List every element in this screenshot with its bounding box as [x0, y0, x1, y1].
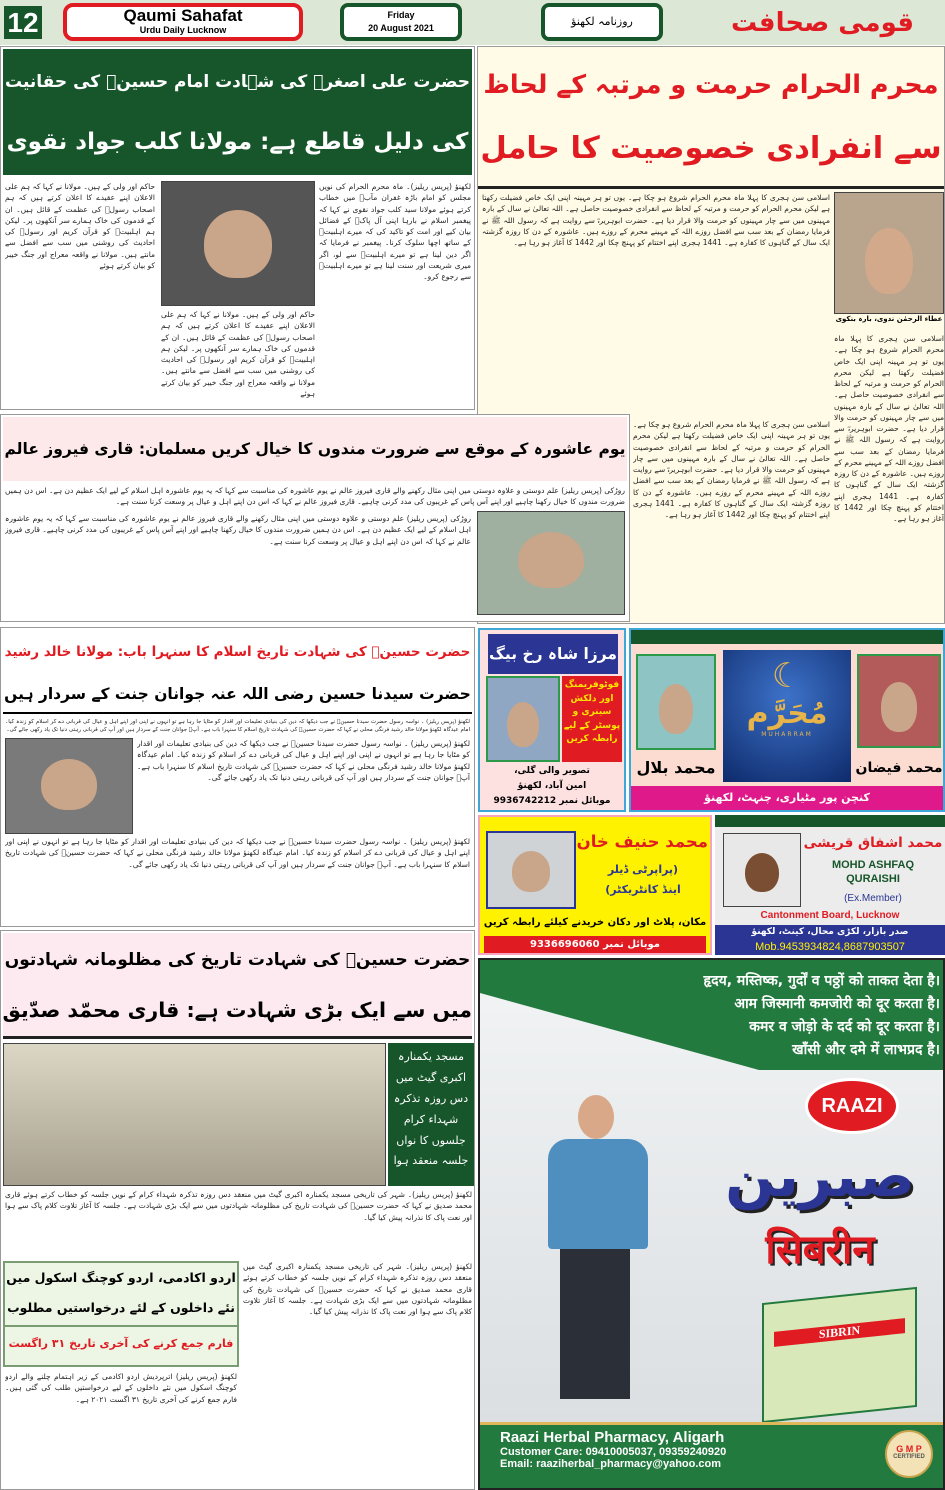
headline-line-1: محرم الحرام حرمت و مرتبہ کے لحاظ — [483, 69, 939, 100]
article-body-col1: اسلامی سن ہجری کا پہلا ماہ محرم الحرام شروع ہو چکا ہے۔ یوں تو ہر مہینہ اپنی ایک خاص فضیلت رکھتا ہے لیکن محرم الحرام کو حرمت و مرتبہ کے لحاظ سے انفرادی خصوصیت حاصل ہے۔ اللہ تعالیٰ نے سال کے بارہ مہینوں میں سے چار مہینوں کو حرمت والا قرار دیا ہے۔ حضرت ابوہریرہؓ سے روایت ہے کہ رسول اللہ ﷺ نے فرمایا رمضان کے بعد سب سے افضل روزے اللہ کے مہینے محرم کے روزے ہیں۔ عاشورہ کے دن کا روزہ گزشتہ ایک سال کے گناہوں کا کفارہ ہے۔ 1441 ہجری اپنے اختتام کو پہنچ چکا اور 1442 کا آغاز ہو رہا ہے۔ — [834, 334, 944, 523]
ad-name: مرزا شاہ رخ بیگ — [488, 634, 618, 674]
ad-address-2: امین آباد، لکھنؤ — [517, 781, 587, 791]
photo-bilal — [636, 654, 716, 750]
runner-image — [540, 1095, 660, 1405]
daily-lucknow-label: روزنامہ لکھنؤ — [541, 3, 663, 41]
crescent-icon: ☾ — [771, 656, 803, 696]
notice-urdu-academy — [3, 1261, 239, 1367]
issue-date: 20 August 2021 — [368, 23, 434, 33]
product-box — [762, 1287, 917, 1423]
ad-role-1: (پراپرٹی ڈیلر — [607, 863, 679, 876]
art-title: مُحَرَّم — [746, 696, 828, 731]
headline-line-1: حضرت علی اصغرؑ کی شہادت امام حسینؑ کی حقانیت — [4, 72, 471, 92]
gmp-certified: CERTIFIED — [893, 1454, 925, 1460]
ad-top-bar — [631, 630, 943, 644]
headline-line-1: حضرت حسینؓ کی شہادت تاریخ کی مظلومانہ شہادتوں — [4, 949, 471, 970]
article-body: روڑکی (پریس ریلیز) علم دوستی و علاوہ دوستی میں اپنی مثال رکھنے والے قاری فیروز عالم نے یوم عاشورہ کی مناسبت سے کہا کہ یہ یوم عاشورہ اہل اسلام کے لیے ایک عظیم دن ہے۔ اس دن ہمیں ضرورت مندوں کا خیال رکھنا چاہیے اور اپنے آس پاس کے غریبوں کی مدد کرنی چاہیے۔ قاری فیروز عالم نے کہا کہ اس دن اپنے اہل و عیال پر وسعت کرنا سنت ہے۔ — [5, 514, 471, 546]
ad-mobile: 9336696060 — [530, 939, 600, 950]
ad-service: فوٹوفریمنگ اور دلکش سینری و پوسٹر کے لیے رابطہ کریں — [562, 676, 622, 762]
paper-subtitle: Urdu Daily Lucknow — [139, 25, 227, 35]
article-body-top: روڑکی (پریس ریلیز) علم دوستی و علاوہ دوستی میں اپنی مثال رکھنے والے قاری فیروز عالم نے یوم عاشورہ کی مناسبت سے کہا کہ یہ یوم عاشورہ اہل اسلام کے لیے ایک عظیم دن ہے۔ اس دن ہمیں ضرورت مندوں کا خیال رکھنا چاہیے اور اپنے آس پاس کے غریبوں کی مدد کرنی چاہیے۔ قاری فیروز عالم نے کہا کہ اس دن اپنے اہل و عیال پر وسعت کرنا سنت ہے۔ — [5, 486, 625, 507]
subheadline: حضرت سیدنا حسین رضی اللہ عنہ جوانان جنت کے سردار ہیں — [4, 685, 471, 703]
article-body-bottom: لکھنؤ (پریس ریلیز) ۔ نواسہ رسول حضرت سیدنا حسینؓ نے جب دیکھا کہ دین کی بنیادی تعلیمات اور اقدار کو مٹایا جا رہا ہے تو انہوں نے اپنی اور اپنے اہل و عیال کی قربانی دے کر اسلام کو زندہ کیا۔ امام عیدگاہ لکھنؤ مولانا خالد رشید فرنگی محلی نے کہا کہ حضرت حسینؓ کی شہادت تاریخ اسلام کا سنہرا باب ہے۔ آپؓ جوانان جنت کے سردار ہیں اور آپ کی قربانی رہتی دنیا تک یاد رکھی جائے گی۔ — [5, 837, 470, 869]
ad-name: محمد حنیف خان — [576, 832, 708, 851]
product-name-urdu: صبرین — [725, 1142, 915, 1210]
article-qari-siddiq — [0, 930, 475, 1490]
photo-faizan — [857, 654, 941, 748]
notice-line-2: نئے داخلوں کے لئے درخواستیں مطلوب — [5, 1293, 237, 1327]
company-name: Raazi Herbal Pharmacy, Aligarh — [500, 1429, 725, 1446]
ad-name-en-2: QURAISHI — [846, 873, 900, 885]
ad-mobile-label: موبائل نمبر — [603, 939, 660, 950]
article-body-right: لکھنؤ (پریس ریلیز)۔ ماہ محرم الحرام کی نویں مجلس کو امام باڑہ غفران مآبؒ میں خطاب کرتے ہوئے مولانا سید کلب جواد نقوی نے کہا کہ پیغمبر اسلام نے بارہا اپنی آل پاکؑ کے فضائل بیان کیے اور امت کو تاکید کی کہ میرے اہلبیتؑ کے ساتھ اچھا سلوک کرنا۔ پیغمبر نے فرمایا کہ اگر دین لینا ہے تو میرے اہلبیتؑ سے لو، اگر میری شریعت اور سنت لینا ہے تو میرے اہلبیتؑ سے رجوع کرو۔ — [319, 182, 471, 281]
benefit-1: हृदय, मस्तिष्क, गुर्दों व पठ्ठों को ताकत देता है। — [703, 973, 940, 989]
ad-mobile: Mob.9453934824,8687903507 — [755, 941, 905, 953]
ad-name-urdu: محمد اشفاق قریشی — [803, 835, 943, 851]
art-subtitle: MUHARRAM — [761, 731, 813, 738]
article-body-right: لکھنؤ (پریس ریلیز)۔ شہر کی تاریخی مسجد یکمنارہ اکبری گیٹ میں منعقد دس روزہ تذکرہ شہداء کرام کے نویں جلسہ کو خطاب کرتے ہوئے قاری محمد صدیق نے کہا کہ حضرت حسینؓ کی شہادت تاریخ کی مظلومانہ شہادتوں میں سے ایک بڑی شہادت ہے۔ جلسہ کا آغاز تلاوت کلام پاک سے ہوا اور نعت پاک کا نذرانہ پیش کیا گیا۔ — [243, 1262, 472, 1316]
photo-kalbe-jawad — [161, 181, 315, 306]
headline — [3, 49, 472, 175]
headline: حضرت حسینؓ کی شہادت تاریخ اسلام کا سنہرا باب: مولانا خالد رشید — [4, 644, 471, 660]
ad-board: Cantonment Board, Lucknow — [760, 910, 900, 921]
ad-photo — [486, 831, 576, 909]
ad-mirza-shahrukh — [478, 628, 626, 812]
muharram-artwork — [723, 650, 851, 782]
notice-deadline: فارم جمع کرنے کی آخری تاریخ ۳۱ راگست — [8, 1337, 234, 1350]
urdu-title-logo: قومی صحافت — [731, 8, 914, 38]
page-number: 12 — [4, 6, 42, 39]
raazi-logo: RAAZI — [805, 1078, 899, 1134]
benefit-2: आम जिस्मानी कमजोरी को दूर करता है। — [734, 996, 940, 1012]
ad-tagline: مکان، پلاٹ اور دکان خریدنے کیلئے رابطہ کریں — [483, 917, 707, 928]
ad-address-1: تصویر والی گلی، — [514, 766, 590, 776]
ad-address: کنچن پور مٹیاری، چنہٹ، لکھنؤ — [631, 786, 943, 810]
ad-footer — [480, 1422, 945, 1490]
masthead — [0, 0, 945, 45]
article-body-top: لکھنؤ (پریس ریلیز) ۔ نواسہ رسول حضرت سیدنا حسینؓ نے جب دیکھا کہ دین کی بنیادی تعلیمات اور اقدار کو مٹایا جا رہا ہے تو انہوں نے اپنی اور اپنے اہل و عیال کی قربانی دے کر اسلام کو زندہ کیا۔ امام عیدگاہ لکھنؤ مولانا خالد رشید فرنگی محلی نے کہا کہ حضرت حسینؓ کی شہادت تاریخ اسلام کا سنہرا باب ہے۔ آپؓ جوانان جنت کے سردار ہیں اور آپ کی قربانی رہتی دنیا تک یاد رکھی جائے گی۔ — [5, 719, 470, 734]
ad-top-bar — [715, 815, 945, 827]
headline — [480, 49, 942, 184]
photo-khalid-rasheed — [5, 738, 133, 834]
gmp-badge — [885, 1430, 933, 1478]
benefit-3: कमर व जोड़ो के दर्द को दूर करता है। — [749, 1019, 940, 1035]
name-bilal: محمد بلال — [636, 758, 716, 777]
headline-box — [3, 417, 627, 481]
author-name: عطاء الرحمٰن ندوی، بارہ بنکوی — [835, 315, 943, 323]
ad-hanif-khan — [478, 815, 712, 955]
notice-line-1: اردو اکادمی، اردو کوچنگ اسکول میں — [6, 1270, 236, 1285]
article-kalbe-jawad — [0, 46, 475, 410]
divider — [478, 186, 944, 189]
photo-caption: مسجد یکمنارہ اکبری گیٹ میں دس روزہ تذکرہ شہداء کرام جلسوں کا نواں جلسہ منعقد ہوا — [388, 1043, 474, 1186]
ad-mobile: 9936742212 — [493, 796, 557, 806]
ad-photo — [486, 676, 560, 762]
headline-line-2: سے انفرادی خصوصیت کا حامل — [480, 130, 942, 166]
paper-name-box — [63, 3, 303, 41]
ad-photo — [723, 833, 801, 907]
subheadline-box — [3, 676, 472, 714]
benefit-4: खाँसी और दमे में लाभप्रद है। — [792, 1042, 940, 1058]
weekday: Friday — [387, 10, 415, 20]
author-photo — [834, 192, 944, 314]
photo-qari-feroz — [477, 511, 625, 615]
ad-raazi-sibrin — [478, 958, 945, 1490]
ad-role-2: اینڈ کانٹریکٹر) — [605, 883, 681, 896]
photo-gathering — [3, 1043, 386, 1186]
article-body-left: حاکم اور ولی کے ہیں۔ مولانا نے کہا کہ ہم علی الاعلان اپنے عقیدے کا اعلان کرتے ہیں کہ ہم اصحاب رسولؐ کی عظمت کے قائل ہیں۔ ان کے قدموں کی خاک ہمارے سر آنکھوں پر۔ لیکن ہم اہلبیتؑ کو قرآن کریم اور رسولؐ کی احادیث کی روشنی میں سب سے افضل سے مانتے ہیں۔ مولانا نے واقعہ معراج اور جنگ خیبر کو بیان کرتے ہوئے — [5, 182, 155, 270]
name-faizan: محمد فیضان — [855, 760, 943, 776]
date-box — [340, 3, 462, 41]
headline-line-2: کی دلیل قاطع ہے: مولانا کلب جواد نقوی — [6, 129, 469, 155]
ad-contact-bar — [715, 925, 945, 955]
article-body-top: لکھنؤ (پریس ریلیز)۔ شہر کی تاریخی مسجد یکمنارہ اکبری گیٹ میں منعقد دس روزہ تذکرہ شہداء کرام کے نویں جلسہ کو خطاب کرتے ہوئے قاری محمد صدیق نے کہا کہ حضرت حسینؓ کی شہادت تاریخ کی مظلومانہ شہادتوں میں سے ایک بڑی شہادت ہے۔ جلسہ کا آغاز تلاوت کلام پاک سے ہوا اور نعت پاک کا نذرانہ پیش کیا گیا۔ — [5, 1190, 472, 1222]
article-ashura — [0, 414, 630, 622]
ad-muharram-greetings — [629, 628, 945, 812]
headline: یوم عاشورہ کے موقع سے ضرورت مندوں کا خیال کریں مسلمان: قاری فیروز عالم — [4, 440, 626, 458]
article-body-lower: اسلامی سن ہجری کا پہلا ماہ محرم الحرام شروع ہو چکا ہے۔ یوں تو ہر مہینہ اپنی ایک خاص فضیلت رکھتا ہے لیکن محرم الحرام کو حرمت و مرتبہ کے لحاظ سے انفرادی خصوصیت حاصل ہے۔ اللہ تعالیٰ نے سال کے بارہ مہینوں میں سے چار مہینوں کو حرمت والا قرار دیا ہے۔ حضرت ابوہریرہؓ سے روایت ہے کہ رسول اللہ ﷺ نے فرمایا رمضان کے بعد سب سے افضل روزے اللہ کے مہینے محرم کے روزے ہیں۔ عاشورہ کے دن کا روزہ گزشتہ ایک سال کے گناہوں کا کفارہ ہے۔ 1441 ہجری اپنے اختتام کو پہنچ چکا اور 1442 کا آغاز ہو رہا ہے۔ — [633, 420, 830, 519]
headline — [3, 933, 472, 1039]
article-khalid-rasheed — [0, 627, 475, 927]
article-body-cols: اسلامی سن ہجری کا پہلا ماہ محرم الحرام شروع ہو چکا ہے۔ یوں تو ہر مہینہ اپنی ایک خاص فضیلت رکھتا ہے لیکن محرم الحرام کو حرمت و مرتبہ کے لحاظ سے انفرادی خصوصیت حاصل ہے۔ اللہ تعالیٰ نے سال کے بارہ مہینوں میں سے چار مہینوں کو حرمت والا قرار دیا ہے۔ حضرت ابوہریرہؓ سے روایت ہے کہ رسول اللہ ﷺ نے فرمایا رمضان کے بعد سب سے افضل روزے اللہ کے مہینے محرم کے روزے ہیں۔ عاشورہ کے دن کا روزہ گزشتہ ایک سال کے گناہوں کا کفارہ ہے۔ 1441 ہجری اپنے اختتام کو پہنچ چکا اور 1442 کا آغاز ہو رہا ہے۔ — [482, 193, 830, 247]
notice-body: لکھنؤ (پریس ریلیز) اترپردیش اردو اکادمی کے زیر اہتمام چلنے والے اردو کوچنگ اسکول میں نئے داخلوں کے لیے درخواستیں طلب کی گئی ہیں۔ فارم جمع کرنے کی آخری تاریخ ۳۱ اگست ۲۰۲۱ ہے۔ — [5, 1372, 237, 1404]
customer-care: Customer Care: 09410005037, 09359240920 — [500, 1446, 727, 1458]
product-name-hindi: सिबरीन — [765, 1227, 875, 1273]
headline-box — [3, 630, 472, 674]
ad-address: صدر بازار، لکڑی محال، کینٹ، لکھنؤ — [751, 927, 909, 937]
pack-name: SIBRIN — [774, 1318, 905, 1347]
ad-benefits — [540, 970, 940, 1062]
headline-line-2: میں سے ایک بڑی شہادت ہے: قاری محمّد صدّیق — [2, 997, 472, 1022]
article-body-middle: حاکم اور ولی کے ہیں۔ مولانا نے کہا کہ ہم علی الاعلان اپنے عقیدے کا اعلان کرتے ہیں کہ ہم اصحاب رسولؐ کی عظمت کے قائل ہیں۔ ان کے قدموں کی خاک ہمارے سر آنکھوں پر۔ لیکن ہم اہلبیتؑ کو قرآن کریم اور رسولؐ کی احادیث کی روشنی میں سب سے افضل سے مانتے ہیں۔ مولانا نے واقعہ معراج اور جنگ خیبر کو بیان کرتے ہوئے — [161, 310, 315, 398]
gmp-text: G M P — [896, 1444, 922, 1454]
email: Email: raaziherbal_pharmacy@yahoo.com — [500, 1458, 722, 1470]
ad-mobile-label: موبائل نمبر — [559, 796, 611, 806]
ad-name-en-1: MOHD ASHFAQ — [831, 859, 915, 871]
article-body: لکھنؤ (پریس ریلیز) ۔ نواسہ رسول حضرت سیدنا حسینؓ نے جب دیکھا کہ دین کی بنیادی تعلیمات اور اقدار کو مٹایا جا رہا ہے تو انہوں نے اپنی اور اپنے اہل و عیال کی قربانی دے کر اسلام کو زندہ کیا۔ امام عیدگاہ لکھنؤ مولانا خالد رشید فرنگی محلی نے کہا کہ حضرت حسینؓ کی شہادت تاریخ اسلام کا سنہرا باب ہے۔ آپؓ جوانان جنت کے سردار ہیں اور آپ کی قربانی رہتی دنیا تک یاد رکھی جائے گی۔ — [137, 739, 470, 782]
ad-ashfaq-quraishi — [715, 815, 945, 955]
paper-name: Qaumi Sahafat — [123, 6, 243, 25]
ad-ex-member: (Ex.Member) — [844, 893, 902, 904]
